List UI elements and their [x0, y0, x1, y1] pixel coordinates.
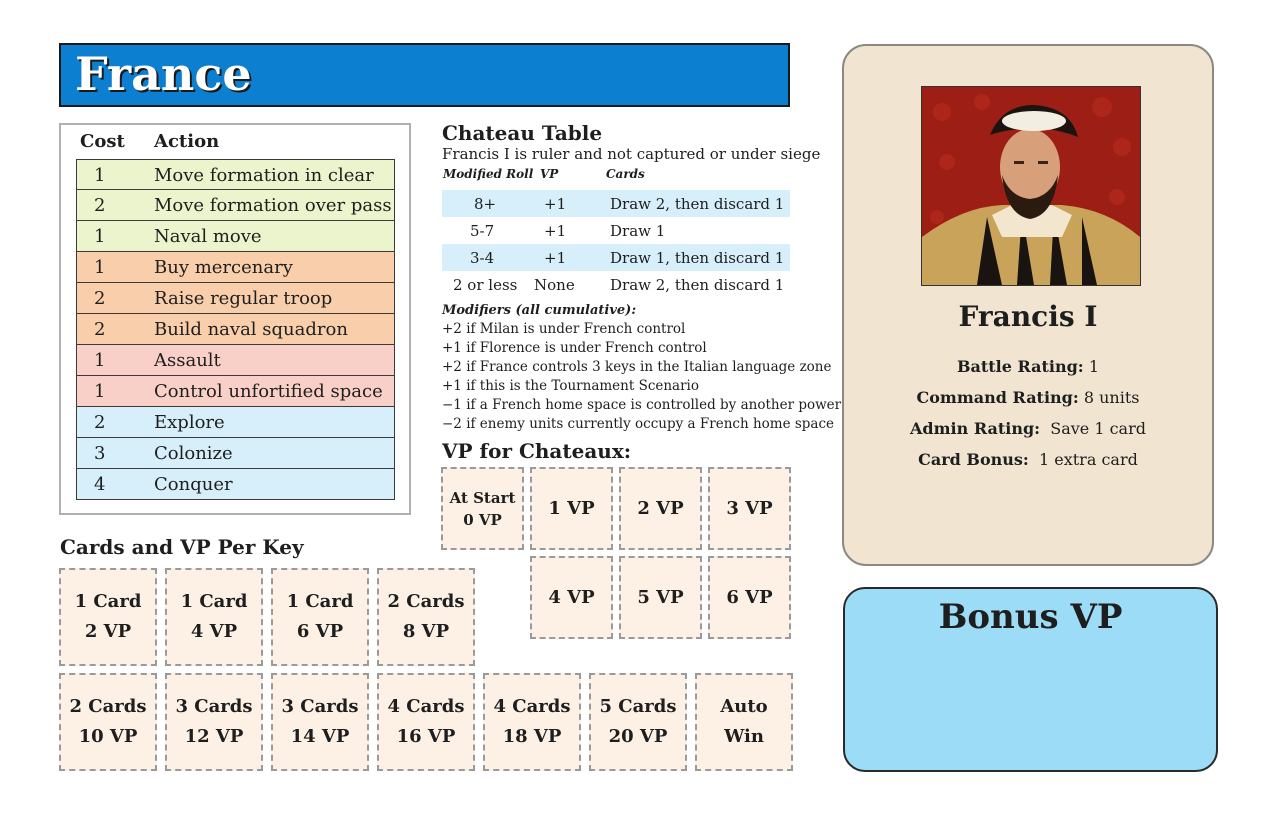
ruler-name: Francis I: [958, 300, 1098, 333]
action-row: 1 Control unfortified space: [76, 376, 395, 407]
cards-vp-title: Cards and VP Per Key: [60, 535, 304, 559]
key-vp-box: 2 Cards 8 VP: [377, 568, 475, 666]
key-vp-box: 1 Card 2 VP: [59, 568, 157, 666]
modifier-line: +1 if Florence is under French control: [442, 340, 707, 356]
command-rating: Command Rating: 8 units: [916, 388, 1140, 407]
chateau-row: 3-4 +1 Draw 1, then discard 1: [442, 244, 790, 271]
modifier-line: −1 if a French home space is controlled by another power: [442, 397, 842, 413]
page-title: France: [75, 47, 252, 101]
chateau-vp-box: 3 VP: [708, 467, 791, 550]
chateau-row: 2 or less None Draw 2, then discard 1: [453, 276, 785, 294]
ruler-portrait: [921, 86, 1141, 286]
action-row: 2 Explore: [76, 407, 395, 438]
key-vp-box: 1 Card 4 VP: [165, 568, 263, 666]
chateau-vp-box: At Start 0 VP: [441, 467, 524, 550]
card-bonus: Card Bonus: 1 extra card: [918, 450, 1138, 469]
chateau-table-title: Chateau Table: [442, 121, 603, 145]
admin-rating: Admin Rating: Save 1 card: [910, 419, 1146, 438]
chateau-vp-box: 6 VP: [708, 556, 791, 639]
key-vp-box: 4 Cards 18 VP: [483, 673, 581, 771]
bonus-vp-box: [843, 587, 1218, 772]
action-row: 4 Conquer: [76, 469, 395, 500]
chateau-vp-box: 1 VP: [530, 467, 613, 550]
modifier-line: +2 if France controls 3 keys in the Italian language zone: [442, 359, 832, 375]
action-row: 1 Assault: [76, 345, 395, 376]
chateau-vp-box: 2 VP: [619, 467, 702, 550]
key-vp-box: 3 Cards 12 VP: [165, 673, 263, 771]
battle-rating: Battle Rating: 1: [956, 357, 1099, 376]
key-vp-box: 2 Cards 10 VP: [59, 673, 157, 771]
key-vp-box: Auto Win: [695, 673, 793, 771]
bonus-vp-title: Bonus VP: [938, 597, 1123, 637]
chateau-vp-box: 4 VP: [530, 556, 613, 639]
key-vp-box: 4 Cards 16 VP: [377, 673, 475, 771]
action-row: 2 Move formation over pass: [76, 190, 395, 221]
action-row: 2 Build naval squadron: [76, 314, 395, 345]
modifier-line: +1 if this is the Tournament Scenario: [442, 378, 700, 394]
chateau-table-subtitle: Francis I is ruler and not captured or under siege: [442, 145, 821, 163]
action-header: Action: [154, 131, 220, 152]
action-row: 2 Raise regular troop: [76, 283, 395, 314]
modifiers-title: Modifiers (all cumulative):: [442, 303, 637, 318]
action-row: 3 Colonize: [76, 438, 395, 469]
action-cost-table: [59, 123, 411, 515]
title-banner: [59, 43, 790, 107]
action-row: 1 Move formation in clear: [76, 159, 395, 190]
modifier-line: −2 if enemy units currently occupy a French home space: [442, 416, 835, 432]
action-row: 1 Naval move: [76, 221, 395, 252]
vp-chateaux-title: VP for Chateaux:: [442, 439, 632, 463]
modifier-line: +2 if Milan is under French control: [442, 321, 686, 337]
key-vp-box: 5 Cards 20 VP: [589, 673, 687, 771]
ruler-card: [842, 44, 1214, 566]
action-row: 1 Buy mercenary: [76, 252, 395, 283]
chateau-row: 5-7 +1 Draw 1: [470, 222, 666, 240]
col-vp: VP: [540, 167, 559, 181]
col-modified-roll: Modified Roll: [443, 167, 534, 181]
cost-header: Cost: [80, 131, 125, 152]
chateau-row: 8+ +1 Draw 2, then discard 1: [442, 190, 790, 217]
key-vp-box: 1 Card 6 VP: [271, 568, 369, 666]
chateau-vp-box: 5 VP: [619, 556, 702, 639]
col-cards: Cards: [606, 167, 645, 181]
key-vp-box: 3 Cards 14 VP: [271, 673, 369, 771]
